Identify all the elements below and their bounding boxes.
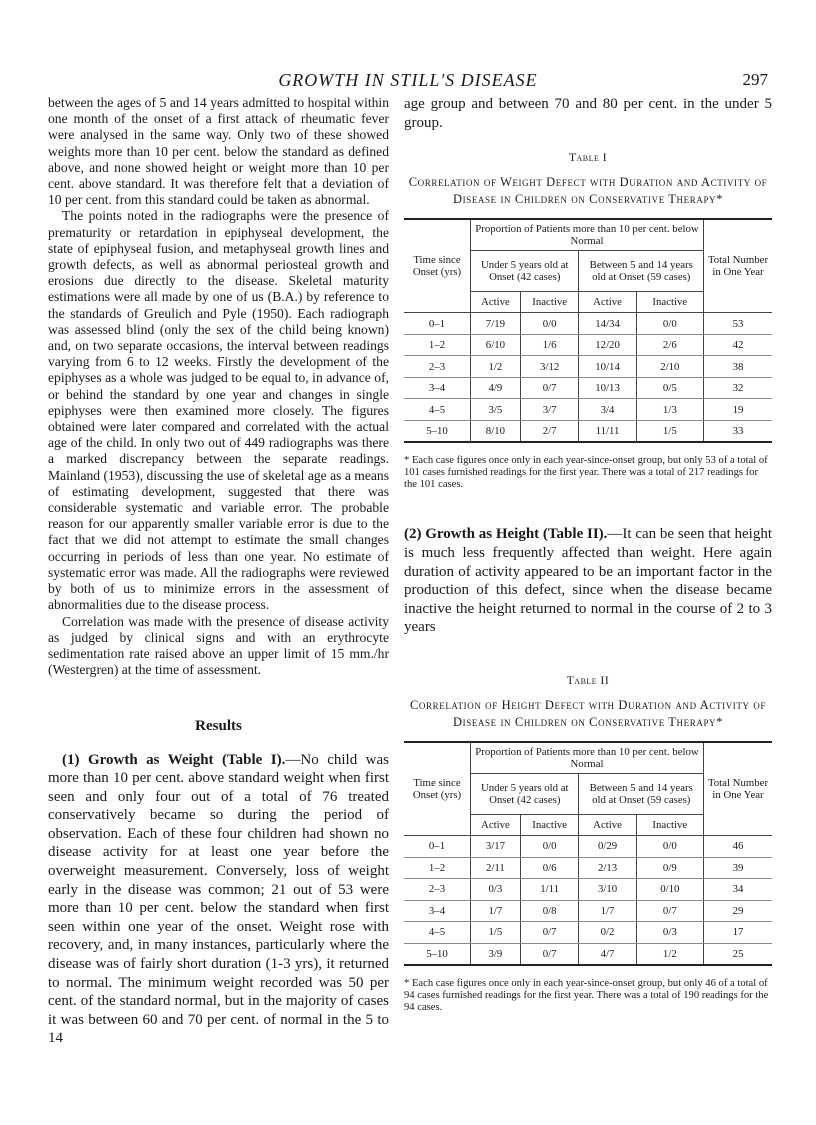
cell-value: 0/7 xyxy=(520,377,579,399)
cell-total: 32 xyxy=(704,377,773,399)
page-header xyxy=(48,70,768,92)
cell-value: 2/10 xyxy=(636,356,703,378)
cell-value: 0/7 xyxy=(520,922,579,944)
cell-value: 1/7 xyxy=(579,900,636,922)
header-inactive: Inactive xyxy=(520,815,579,836)
cell-total: 53 xyxy=(704,313,773,335)
cell-value: 10/13 xyxy=(579,377,636,399)
header-under-5: Under 5 years old at Onset (42 cases) xyxy=(471,774,579,815)
table-label: Table II xyxy=(566,674,610,687)
table-row xyxy=(404,399,772,421)
cell-value: 1/2 xyxy=(471,356,521,378)
cell-value: 2/13 xyxy=(579,857,636,879)
header-5-to-14: Between 5 and 14 years old at Onset (59 cases) xyxy=(579,774,704,815)
cell-total: 46 xyxy=(704,836,773,858)
cell-total: 19 xyxy=(704,399,773,421)
table-row xyxy=(404,943,772,965)
cell-total: 42 xyxy=(704,334,773,356)
table-caption: Correlation of Height Defect with Duration and Activity of Disease in Children on Conservative Therapy* xyxy=(409,698,767,730)
header-proportion: Proportion of Patients more than 10 per cent. below Normal xyxy=(471,219,704,251)
cell-value: 0/0 xyxy=(520,313,579,335)
cell-value: 4/7 xyxy=(579,943,636,965)
cell-time: 4–5 xyxy=(404,399,471,421)
header-active: Active xyxy=(579,292,636,313)
cell-value: 12/20 xyxy=(579,334,636,356)
paragraph: age group and between 70 and 80 per cent. in the under 5 group. xyxy=(404,96,772,131)
cell-total: 33 xyxy=(704,420,773,442)
cell-total: 29 xyxy=(704,900,773,922)
table-footnote: * Each case figures once only in each year-since-onset group, but only 46 of a total of 94 cases furnished readings for the first year. There was a total of 190 readings for the 94 cases. xyxy=(404,978,769,1014)
data-table xyxy=(404,741,772,966)
cell-value: 0/7 xyxy=(636,900,703,922)
cell-total: 25 xyxy=(704,943,773,965)
cell-value: 0/3 xyxy=(471,879,521,901)
header-inactive: Inactive xyxy=(636,815,703,836)
header-inactive: Inactive xyxy=(520,292,579,313)
paragraph-text: —It can be seen that height is much less frequently affected than weight. Here again duration of activity appeared to be an important factor in the production of this defect, since when the disease became inactive the height returned to normal in the course of 2 to 3 years xyxy=(404,526,772,636)
cell-value: 0/29 xyxy=(579,836,636,858)
cell-value: 2/11 xyxy=(471,857,521,879)
cell-value: 1/7 xyxy=(471,900,521,922)
page-number: 297 xyxy=(742,70,768,89)
cell-value: 1/5 xyxy=(471,922,521,944)
header-time-since-onset: Time since Onset (yrs) xyxy=(404,219,471,313)
cell-total: 39 xyxy=(704,857,773,879)
paragraph-heading: (2) Growth as Height (Table II). xyxy=(404,526,608,543)
table-caption: Correlation of Weight Defect with Duration and Activity of Disease in Children on Conservative Therapy* xyxy=(408,175,768,207)
cell-value: 3/12 xyxy=(520,356,579,378)
cell-value: 3/4 xyxy=(579,399,636,421)
cell-value: 1/5 xyxy=(636,420,703,442)
table-footnote: * Each case figures once only in each year-since-onset group, but only 53 of a total of 101 cases furnished readings for the first year. There was a total of 217 readings for the 101 cases. xyxy=(404,455,768,491)
cell-value: 0/5 xyxy=(636,377,703,399)
cell-time: 2–3 xyxy=(404,356,471,378)
cell-value: 0/6 xyxy=(520,857,579,879)
section-heading: Results xyxy=(195,718,242,735)
cell-value: 0/9 xyxy=(636,857,703,879)
header-5-to-14: Between 5 and 14 years old at Onset (59 cases) xyxy=(579,251,704,292)
cell-value: 8/10 xyxy=(471,420,521,442)
paragraph: Correlation was made with the presence of disease activity as judged by clinical signs and with an erythrocyte sedimentation rate raised above an upper limit of 15 mm./hr (Westergren) at the time of assessment. xyxy=(48,613,389,678)
header-time-since-onset: Time since Onset (yrs) xyxy=(404,742,471,836)
cell-value: 1/11 xyxy=(520,879,579,901)
table-row xyxy=(404,356,772,378)
cell-value: 3/5 xyxy=(471,399,521,421)
cell-time: 5–10 xyxy=(404,420,471,442)
cell-value: 3/9 xyxy=(471,943,521,965)
right-column xyxy=(404,95,772,1014)
table-2 xyxy=(404,673,772,1014)
table-row xyxy=(404,900,772,922)
cell-value: 3/10 xyxy=(579,879,636,901)
cell-time: 1–2 xyxy=(404,334,471,356)
cell-value: 10/14 xyxy=(579,356,636,378)
cell-value: 1/2 xyxy=(636,943,703,965)
table-row xyxy=(404,857,772,879)
cell-value: 2/6 xyxy=(636,334,703,356)
cell-value: 0/8 xyxy=(520,900,579,922)
paragraph xyxy=(48,751,389,1049)
paragraph: between the ages of 5 and 14 years admitted to hospital within one month of the onset of a first attack of rheumatic fever were analysed in the same way. Only two of these showed weights more than 10 per cent. below the standard as defined above, and none showed height or weight more than 10 per cent. above standard. It was therefore felt that a deviation of 10 per cent. from this standard could be taken as abnormal. xyxy=(48,95,389,208)
cell-value: 0/0 xyxy=(520,836,579,858)
paragraph-heading: (1) Growth as Weight (Table I). xyxy=(62,751,286,768)
paragraph: The points noted in the radiographs were the presence of prematurity or retardation in epiphyseal development, the state of epiphyseal fusion, and metaphyseal growth lines and growth defects, as well as abnormal periosteal growth and erosions due directly to the disease. Skeletal maturity estimations were all made by one of us (B.A.) by reference to the standards of Greulich and Pyle (1950). Each radiograph was assessed blind (only the sex of the child being known) and, on two separate occasions, the interval between readings varying from 6 to 12 weeks. Firstly the development of the epiphyses as a whole was judged to be equal to, in advance of, or behind the standard by one year and changes in single epiphyses were then examined more closely. The figures obtained were later compared and correlated with the actual age of the child. In only two out of 449 radiographs was there a marked discrepancy between the separate readings. Mainland (1953), discussing the use of skeletal age as a means of estimating development, suggested that there was considerable systematic and variable error. The probable reason for our apparently smaller variable error is due to the fact that we did not attempt to estimate the small changes occurring in periods of less than one year. No estimate of systematic error was made. All the radiographs were reviewed by both of us to minimize errors in the assessment of abnormalities due to the disease process. xyxy=(48,208,389,613)
left-column xyxy=(48,95,389,1048)
cell-value: 14/34 xyxy=(579,313,636,335)
cell-value: 0/2 xyxy=(579,922,636,944)
data-table xyxy=(404,218,772,443)
header-active: Active xyxy=(471,292,521,313)
cell-time: 0–1 xyxy=(404,836,471,858)
header-inactive: Inactive xyxy=(636,292,703,313)
cell-value: 0/0 xyxy=(636,836,703,858)
cell-total: 38 xyxy=(704,356,773,378)
header-active: Active xyxy=(471,815,521,836)
cell-value: 0/10 xyxy=(636,879,703,901)
cell-value: 6/10 xyxy=(471,334,521,356)
cell-value: 11/11 xyxy=(579,420,636,442)
cell-time: 3–4 xyxy=(404,377,471,399)
cell-total: 17 xyxy=(704,922,773,944)
table-row xyxy=(404,922,772,944)
table-row xyxy=(404,334,772,356)
table-row xyxy=(404,836,772,858)
table-1 xyxy=(404,150,772,491)
cell-value: 1/3 xyxy=(636,399,703,421)
cell-value: 3/17 xyxy=(471,836,521,858)
header-total: Total Number in One Year xyxy=(704,219,773,313)
table-row xyxy=(404,420,772,442)
cell-time: 0–1 xyxy=(404,313,471,335)
header-active: Active xyxy=(579,815,636,836)
cell-value: 1/6 xyxy=(520,334,579,356)
header-total: Total Number in One Year xyxy=(704,742,773,836)
cell-time: 4–5 xyxy=(404,922,471,944)
cell-time: 2–3 xyxy=(404,879,471,901)
cell-value: 0/7 xyxy=(520,943,579,965)
cell-value: 0/3 xyxy=(636,922,703,944)
cell-value: 0/0 xyxy=(636,313,703,335)
cell-value: 7/19 xyxy=(471,313,521,335)
paragraph xyxy=(404,525,772,637)
cell-time: 3–4 xyxy=(404,900,471,922)
table-label: Table I xyxy=(568,152,608,165)
running-title: GROWTH IN STILL'S DISEASE xyxy=(278,70,538,90)
paragraph-text: —No child was more than 10 per cent. above standard weight when first seen and only four out of a total of 76 treated conservatively became so during the period of observation. Each of these four children had shown no disease activity for at least one year before the overweight measurement. Conversely, loss of weight early in the disease was common; 21 out of 53 were more than 10 per cent. below the standard when first seen within one year of the onset. Weight rose with recovery, and, in many instances, particularly where the disease was of fairly short duration (1-3 yrs), it returned to normal. The minimum weight recorded was 50 per cent. of the standard normal, but in the majority of cases it was between 60 and 70 per cent. of normal in the 5 to 14 xyxy=(48,751,389,1047)
header-proportion: Proportion of Patients more than 10 per cent. below Normal xyxy=(471,742,704,774)
cell-value: 2/7 xyxy=(520,420,579,442)
cell-time: 5–10 xyxy=(404,943,471,965)
cell-time: 1–2 xyxy=(404,857,471,879)
table-row xyxy=(404,377,772,399)
header-under-5: Under 5 years old at Onset (42 cases) xyxy=(471,251,579,292)
cell-total: 34 xyxy=(704,879,773,901)
cell-value: 3/7 xyxy=(520,399,579,421)
table-row xyxy=(404,879,772,901)
cell-value: 4/9 xyxy=(471,377,521,399)
table-row xyxy=(404,313,772,335)
